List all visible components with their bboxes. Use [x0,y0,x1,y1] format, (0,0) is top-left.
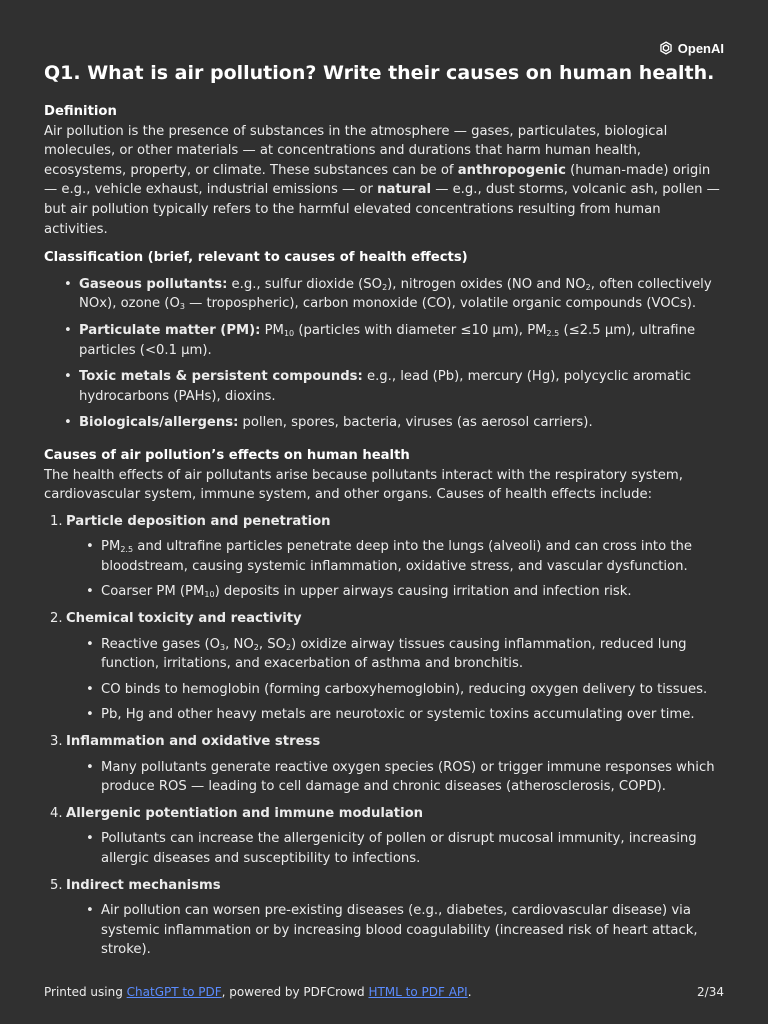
page-number: 2/34 [697,985,724,999]
cause-item [44,804,726,869]
classification-heading: Classification (brief, relevant to causes of health effects) [44,250,468,266]
classification-label: Particulate matter (PM): [79,322,261,338]
classification-text: e.g., sulfur dioxide $(SO_2)$, nitrogen oxides (NO and $NO_2$, often collectively NOx), ozone ($O_3$ — tropospheric), carbon monoxide (CO), volatile organic compounds (VOCs). [79,276,712,312]
causes-intro: The health effects of air pollutants arise because pollutants interact with the respiratory system, cardiovascular system, immune system, and other organs. Causes of health effects include: [44,467,683,503]
cause-bullets [66,829,726,868]
document-body [44,102,726,960]
cause-bullet: • CO binds to hemoglobin (forming carboxyhemoglobin), reducing oxygen delivery to tissues. [101,680,726,700]
cause-bullet: • Reactive gases ($O_3$, $NO_2$, $SO_2$) oxidize airway tissues causing inflammation, reduced lung function, irritations, and exacerbation of asthma and bronchitis. [101,635,726,674]
cause-bullets [66,635,726,725]
definition-heading: Definition [44,104,117,119]
cause-number: 2. [50,611,63,627]
cause-bullet: • Coarser PM $(PM_{10})$ deposits in upper airways causing irritation and infection risk. [101,582,726,602]
page-title: Q1. What is air pollution? Write their causes on human health. [44,62,715,84]
cause-bullet: • Pb, Hg and other heavy metals are neurotoxic or systemic toxins accumulating over time. [101,705,726,725]
classification-label: Biologicals/allergens: [79,415,239,431]
cause-title: Chemical toxicity and reactivity [66,611,302,627]
html-to-pdf-api-link[interactable]: HTML to PDF API [368,985,468,999]
footer: Printed using ChatGPT to PDF, powered by PDFCrowd HTML to PDF API. 2/34 [44,985,724,999]
cause-item [44,512,726,602]
causes-heading: Causes of air pollution’s effects on human health [44,447,410,463]
chatgpt-to-pdf-link[interactable]: ChatGPT to PDF [126,985,222,999]
cause-title: Inflammation and oxidative stress [66,734,321,750]
cause-title: Allergenic potentiation and immune modulation [66,805,424,821]
openai-icon [658,40,674,56]
anthropogenic-term: anthropogenic [457,162,566,178]
cause-number: 5. [50,877,63,893]
cause-bullets [66,758,726,797]
brand-name: OpenAI [677,40,724,56]
cause-title: Indirect mechanisms [66,877,221,893]
cause-bullet: • $PM_{2.5}$ and ultrafine particles penetrate deep into the lungs (alveoli) and can cross into the bloodstream, causing systemic inflammation, oxidative stress, and vascular dysfunction. [101,537,726,576]
classification-text: e.g., lead (Pb), mercury (Hg), polycyclic aromatic hydrocarbons (PAHs), dioxins. [79,369,692,404]
causes-list [44,512,726,960]
cause-item [44,609,726,725]
cause-bullet: • Pollutants can increase the allergenicity of pollen or disrupt mucosal immunity, increasing allergic diseases and susceptibility to infections. [101,829,726,868]
definition-paragraph: Air pollution is the presence of substances in the atmosphere — gases, particulates, biological molecules, or other materials — at concentrations and durations that harm human health, ecosystems, property, or climate. These substances can be of anthropogenic (human-made) origin — e.g., vehicle exhaust, industrial emissions — or natural — e.g., dust storms, volcanic ash, pollen — but air pollution typically refers to the harmful elevated concentrations resulting from human activities. [44,123,720,237]
cause-number: 4. [50,805,63,821]
cause-bullet: • Many pollutants generate reactive oxygen species (ROS) or trigger immune responses which produce ROS — leading to cell damage and chronic diseases (atherosclerosis, COPD). [101,758,726,797]
natural-term: natural [377,182,431,198]
classification-text: pollen, spores, bacteria, viruses (as aerosol carriers). [238,415,593,431]
classification-item [79,321,726,360]
cause-title: Particle deposition and penetration [66,513,331,529]
cause-number: 3. [50,734,63,750]
cause-number: 1. [50,513,63,529]
cause-item [44,876,726,960]
cause-bullets [66,901,726,960]
classification-text: $PM_{10}$ (particles with diameter ≤10 µm), $PM_{2.5}$ (≤2.5 µm), ultrafine particles (<0.1 µm). [79,322,696,358]
classification-label: Toxic metals & persistent compounds: [79,369,363,385]
classification-label: Gaseous pollutants: [79,276,228,292]
classification-list [44,275,726,433]
openai-logo [658,40,724,56]
classification-item [79,367,726,406]
classification-item [79,275,726,314]
cause-item [44,732,726,797]
classification-item [79,413,726,433]
cause-bullets [66,537,726,602]
cause-bullet: • Air pollution can worsen pre-existing diseases (e.g., diabetes, cardiovascular disease) via systemic inflammation or by increasing blood coagulability (increased risk of heart attack, stroke). [101,901,726,960]
